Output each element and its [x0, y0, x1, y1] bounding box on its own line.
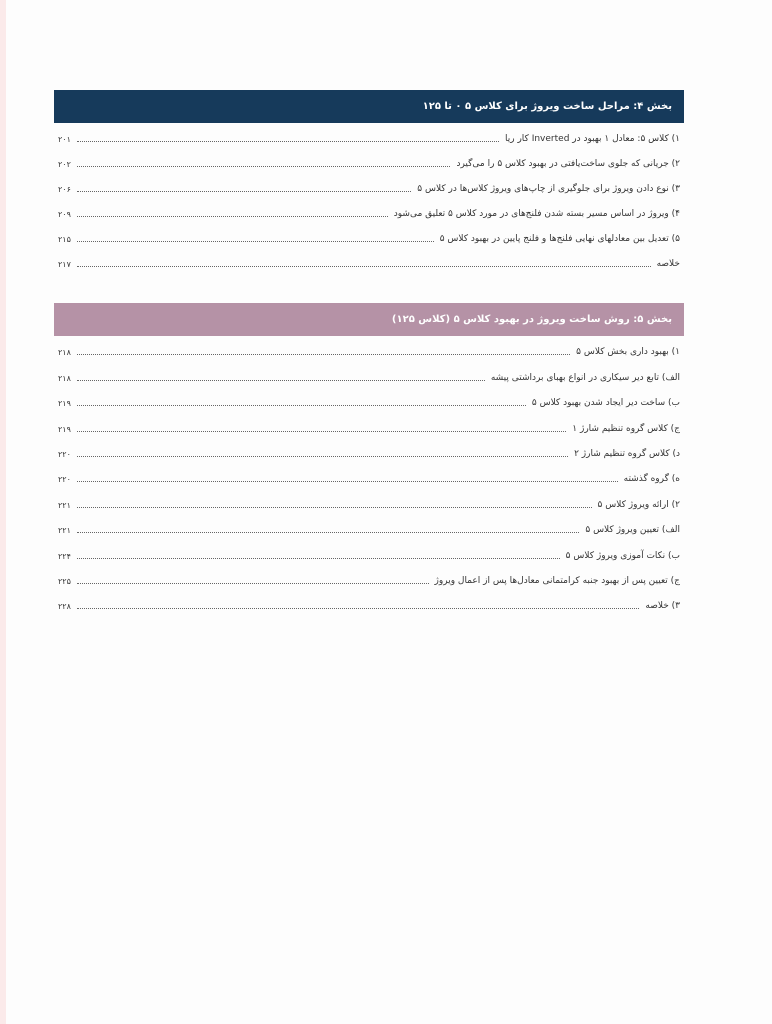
toc-section-4 [54, 90, 684, 273]
dot-leader [77, 456, 568, 457]
toc-entry[interactable] [54, 387, 684, 412]
toc-entry-page-number: ۲۰۱ [58, 135, 71, 144]
toc-entry[interactable] [54, 539, 684, 564]
section-header: بخش ۴: مراحل ساخت ویروژ برای کلاس ۵ ۰ تا ۱۲۵ [54, 90, 684, 123]
dot-leader [77, 507, 592, 508]
dot-leader [77, 354, 570, 355]
dot-leader [77, 241, 434, 242]
toc-entry-page-number: ۲۲۸ [58, 602, 71, 612]
toc-entry-page-number: ۲۲۰ [58, 475, 71, 485]
toc-entry-title: ۱) کلاس ۵: معادل ۱ بهبود در Inverted کار ریا [505, 134, 680, 144]
toc-entry-title: الف) تعیین ویروژ کلاس ۵ [585, 525, 680, 536]
dot-leader [77, 266, 651, 267]
toc-entry-title: ۴) ویروژ در اساس مسیر بسته شدن فلنج‌های در مورد کلاس ۵ تعلیق می‌شود [393, 209, 680, 219]
toc-entry-page-number: ۲۲۵ [58, 576, 71, 586]
dot-leader [77, 216, 388, 217]
section-header: بخش ۵: روش ساخت ویروژ در بهبود کلاس ۵ (کلاس ۱۲۵) [54, 303, 684, 336]
toc-entry-title: ۵) تعدیل بین معادلهای نهایی فلنج‌ها و فلنج پایین در بهبود کلاس ۵ [439, 234, 680, 244]
dot-leader [77, 431, 566, 432]
toc-entry[interactable] [54, 412, 684, 437]
dot-leader [77, 191, 411, 192]
dot-leader [77, 608, 639, 609]
toc-entry[interactable] [54, 123, 684, 148]
toc-entry-page-number: ۲۱۹ [58, 424, 71, 434]
toc-entry-page-number: ۲۱۹ [58, 399, 71, 409]
dot-leader [77, 405, 526, 406]
page-edge-strip [0, 0, 6, 1024]
toc-entry-page-number: ۲۰۹ [58, 210, 71, 219]
toc-entry[interactable] [54, 463, 684, 488]
toc-entry-page-number: ۲۲۴ [58, 551, 71, 561]
toc-entry-page-number: ۲۱۸ [58, 348, 71, 358]
dot-leader [77, 558, 560, 559]
toc-entry[interactable] [54, 361, 684, 386]
toc-list [54, 123, 684, 273]
dot-leader [77, 141, 499, 142]
toc-entry-title: الف) تابع دیر سیکاری در انواع بهبای برداشتی پیشه [490, 372, 680, 383]
toc-section-5 [54, 303, 684, 615]
toc-list [54, 336, 684, 615]
toc-entry-page-number: ۲۱۷ [58, 260, 71, 269]
toc-entry[interactable] [54, 336, 684, 361]
dot-leader [77, 583, 429, 584]
toc-entry-title: ۳) خلاصه [645, 601, 680, 612]
toc-entry-title: ۲) جریانی که جلوی ساخت‌یافتی در بهبود کلاس ۵ را می‌گیرد [456, 159, 680, 169]
toc-entry-title: ۱) بهبود داری بخش کلاس ۵ [576, 347, 680, 358]
toc-entry-title: ب) نکات آموزی ویروژ کلاس ۵ [565, 550, 680, 561]
toc-entry-title: ج) تعیین پس از بهبود جنبه کرامتمانی معادل‌ها پس از اعمال ویروژ [434, 575, 680, 586]
toc-entry-page-number: ۲۰۶ [58, 185, 71, 194]
toc-entry[interactable] [54, 148, 684, 173]
toc-entry-page-number: ۲۲۰ [58, 449, 71, 459]
dot-leader [77, 532, 579, 533]
toc-entry[interactable] [54, 590, 684, 615]
toc-entry-title: ۲) ارائه ویروژ کلاس ۵ [597, 499, 680, 510]
toc-entry-title: ب) ساخت دیر ایجاد شدن بهبود کلاس ۵ [531, 398, 680, 409]
toc-entry[interactable] [54, 488, 684, 513]
toc-entry-title: خلاصه [656, 259, 680, 269]
toc-entry-title: ه) گروه گذشته [623, 474, 680, 485]
toc-entry-title: ۳) نوع دادن ویروژ برای جلوگیری از چاپ‌های ویروژ کلاس‌ها در کلاس ۵ [417, 184, 680, 194]
toc-entry[interactable] [54, 173, 684, 198]
toc-entry-page-number: ۲۲۱ [58, 526, 71, 536]
toc-entry-title: ج) کلاس گروه تنظیم شارژ ۱ [572, 423, 680, 434]
toc-entry-title: د) کلاس گروه تنظیم شارژ ۲ [574, 448, 680, 459]
toc-entry[interactable] [54, 565, 684, 590]
toc-entry-page-number: ۲۱۵ [58, 235, 71, 244]
dot-leader [77, 166, 451, 167]
dot-leader [77, 481, 618, 482]
toc-entry[interactable] [54, 248, 684, 273]
toc-entry[interactable] [54, 198, 684, 223]
toc-entry[interactable] [54, 438, 684, 463]
dot-leader [77, 380, 485, 381]
toc-entry-page-number: ۲۱۸ [58, 373, 71, 383]
toc-entry[interactable] [54, 223, 684, 248]
toc-entry[interactable] [54, 514, 684, 539]
toc-entry-page-number: ۲۲۱ [58, 500, 71, 510]
toc-entry-page-number: ۲۰۲ [58, 160, 71, 169]
